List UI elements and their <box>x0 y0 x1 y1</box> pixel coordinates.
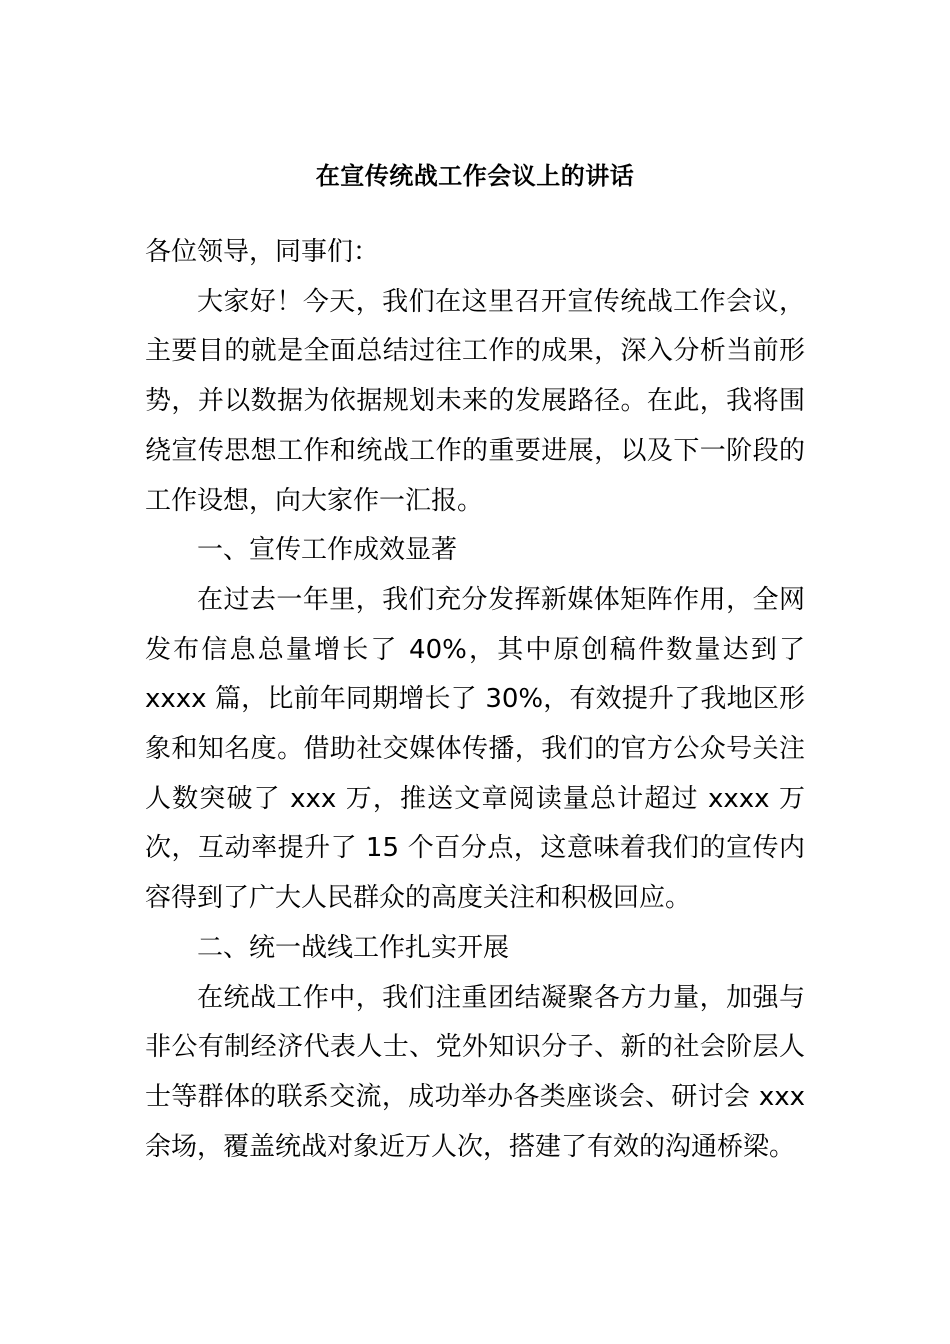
paragraph-publicity: 在过去一年里，我们充分发挥新媒体矩阵作用，全网发布信息总量增长了 40%，其中原创稿件数量达到了 xxxx 篇，比前年同期增长了 30%，有效提升了我地区形象和知名度。借助社交媒体传播，我们的官方公众号关注人数突破了 xxx 万，推送文章阅读量总计超过 xxxx 万次，互动率提升了 15 个百分点，这意味着我们的宣传内容得到了广大人民群众的高度关注和积极回应。 <box>145 584 805 914</box>
paragraph-intro: 大家好！今天，我们在这里召开宣传统战工作会议，主要目的就是全面总结过往工作的成果，深入分析当前形势，并以数据为依据规划未来的发展路径。在此，我将围绕宣传思想工作和统战工作的重要进展，以及下一阶段的工作设想，向大家作一汇报。 <box>145 286 805 516</box>
salutation: 各位领导，同事们： <box>145 237 380 267</box>
section-heading-publicity: 一、宣传工作成效显著 <box>197 535 458 566</box>
document-title: 在宣传统战工作会议上的讲话 <box>315 162 635 190</box>
document-body <box>145 228 805 1172</box>
section-heading-united-front: 二、统一战线工作扎实开展 <box>197 932 510 963</box>
paragraph-united-front: 在统战工作中，我们注重团结凝聚各方力量，加强与非公有制经济代表人士、党外知识分子、新的社会阶层人士等群体的联系交流，成功举办各类座谈会、研讨会 xxx 余场，覆盖统战对象近万人次，搭建了有效的沟通桥梁。 <box>145 982 805 1162</box>
